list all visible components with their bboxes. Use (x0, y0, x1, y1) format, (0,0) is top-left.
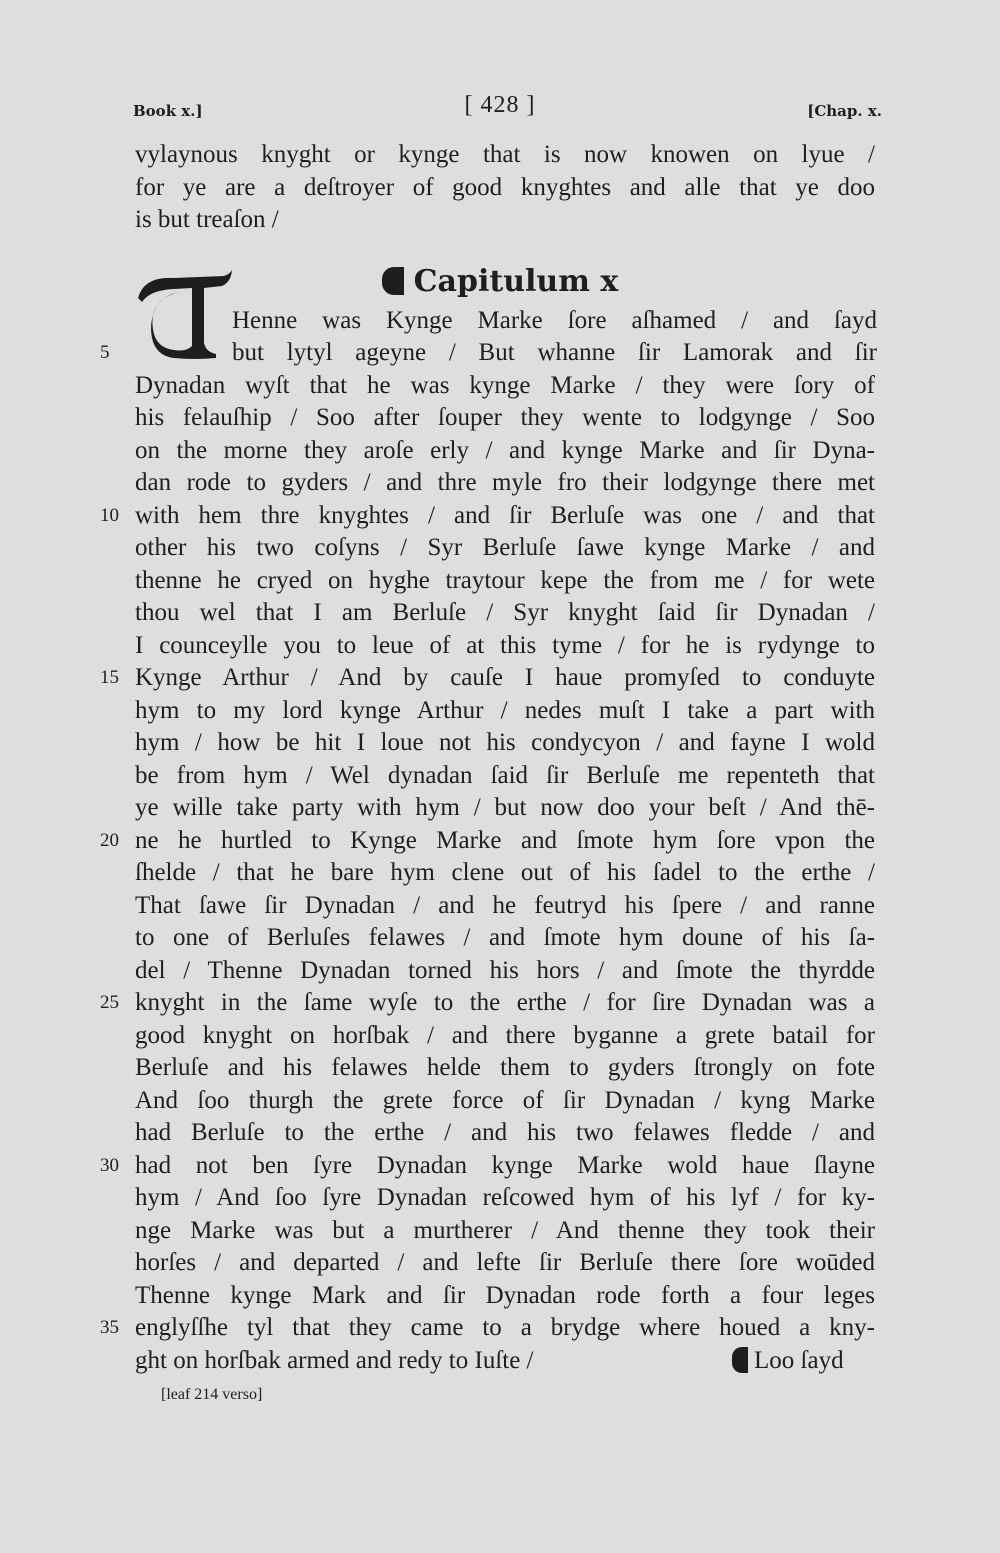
chapter-label: [Chap. x. (807, 102, 882, 120)
chapter-title: Capitulum x (413, 264, 619, 299)
text-line: horſes / and departed / and lefte ſir Berluſe there ſore woūded (135, 1249, 875, 1276)
text-line: other his two coſyns / Syr Berluſe ſawe kynge Marke / and (135, 534, 875, 561)
drop-cap-letter: T (206, 276, 207, 277)
text-line: ſhelde / that he bare hym clene out of his ſadel to the erthe / (135, 859, 875, 886)
line-number: 30 (100, 1155, 119, 1176)
text-line: vylaynous knyght or kynge that is now knowen on lyue / (135, 141, 875, 168)
text-line: be from hym / Wel dynadan ſaid ſir Berluſe me repenteth that (135, 762, 875, 789)
leaf-note: [leaf 214 verso] (161, 1386, 263, 1403)
text-line: good knyght on horſbak / and there byganne a grete batail for (135, 1022, 875, 1049)
text-line: thenne he cryed on hyghe traytour kepe the from me / for wete (135, 567, 875, 594)
text-line: thou wel that I am Berluſe / Syr knyght ſaid ſir Dynadan / (135, 599, 875, 626)
text-line: That ſawe ſir Dynadan / and he feutryd his ſpere / and ranne (135, 892, 875, 919)
text-line: is but treaſon / (135, 206, 279, 233)
line-number: 35 (100, 1317, 119, 1338)
text-line: hym / how be hit I loue not his condycyon / and fayne I wold (135, 729, 875, 756)
text-line: Henne was Kynge Marke ſore aſhamed / and ſayd (232, 307, 877, 334)
text-line: to one of Berluſes felawes / and ſmote hym doune of his ſa- (135, 924, 875, 951)
text-line: had Berluſe to the erthe / and his two felawes fledde / and (135, 1119, 875, 1146)
text-line: I counceylle you to leue of at this tyme / for he is rydynge to (135, 632, 875, 659)
running-header (0, 92, 1000, 132)
text-line: Thenne kynge Mark and ſir Dynadan rode forth a four leges (135, 1282, 875, 1309)
line-number: 5 (100, 342, 110, 363)
text-line: And ſoo thurgh the grete force of ſir Dynadan / kyng Marke (135, 1087, 875, 1114)
text-line: Kynge Arthur / And by cauſe I haue promyſed to conduyte (135, 664, 875, 691)
text-line: but lytyl ageyne / But whanne ſir Lamorak and ſir (232, 339, 877, 366)
text-line: hym / And ſoo ſyre Dynadan reſcowed hym of his lyf / for ky- (135, 1184, 875, 1211)
page-number: [ 428 ] (464, 92, 536, 118)
text-line: Dynadan wyſt that he was kynge Marke / they were ſory of (135, 372, 875, 399)
text-line: knyght in the ſame wyſe to the erthe / for ſire Dynadan was a (135, 989, 875, 1016)
text-line: Berluſe and his felawes helde them to gyders ſtrongly on fote (135, 1054, 875, 1081)
text-line: for ye are a deſtroyer of good knyghtes and alle that ye doo (135, 174, 875, 201)
text-line: ght on horſbak armed and redy to Iuſte / (135, 1347, 534, 1374)
line-number: 20 (100, 830, 119, 851)
drop-cap-icon (134, 268, 234, 363)
pilcrow-icon (732, 1347, 748, 1373)
text-line: englyſſhe tyl that they came to a brydge where houed a kny- (135, 1314, 875, 1341)
paragraph-mark-line (732, 1346, 844, 1376)
text-line: nge Marke was but a murtherer / And thenne they took their (135, 1217, 875, 1244)
text-line-tail: Loo ſayd (754, 1347, 844, 1374)
book-label: Book x.] (133, 102, 203, 120)
text-line: his felauſhip / Soo after ſouper they wente to lodgynge / Soo (135, 404, 875, 431)
text-line: ne he hurtled to Kynge Marke and ſmote hym ſore vpon the (135, 827, 875, 854)
text-line: ye wille take party with hym / but now doo your beſt / And thē- (135, 794, 875, 821)
text-line: dan rode to gyders / and thre myle fro their lodgynge there met (135, 469, 875, 496)
text-line: on the morne they aroſe erly / and kynge Marke and ſir Dyna- (135, 437, 875, 464)
text-line: had not ben ſyre Dynadan kynge Marke wold haue ſlayne (135, 1152, 875, 1179)
pilcrow-icon (382, 267, 404, 295)
line-number: 25 (100, 992, 119, 1013)
line-number: 15 (100, 667, 119, 688)
text-line: hym to my lord kynge Arthur / nedes muſt I take a part with (135, 697, 875, 724)
line-number: 10 (100, 505, 119, 526)
text-line: del / Thenne Dynadan torned his hors / and ſmote the thyrdde (135, 957, 875, 984)
text-line: with hem thre knyghtes / and ſir Berluſe was one / and that (135, 502, 875, 529)
